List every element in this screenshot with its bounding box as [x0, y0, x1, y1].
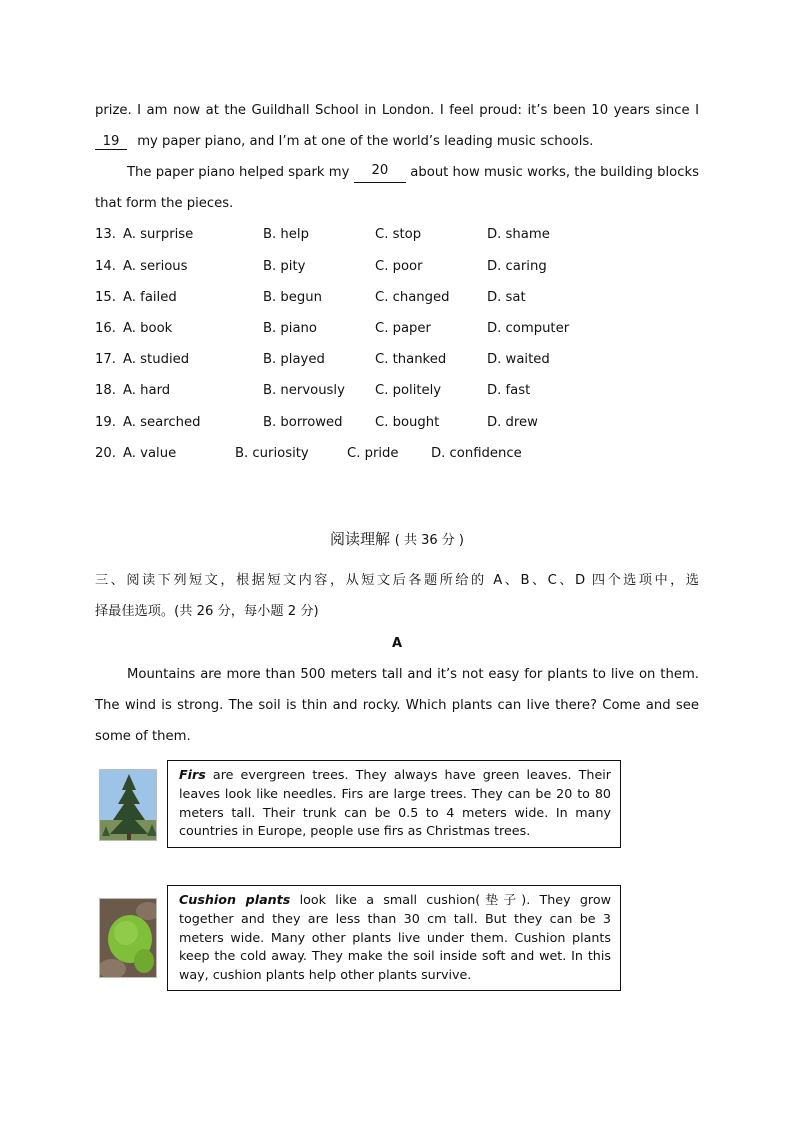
- question-number: 19.: [95, 415, 116, 430]
- option-b: B. played: [263, 352, 325, 367]
- passage-line: [95, 132, 699, 152]
- cushion-plant-description-box: [167, 885, 621, 991]
- passage-text: about how music works, the building blocks: [410, 165, 699, 180]
- instruction-line: 三、阅读下列短文，根据短文内容，从短文后各题所给的 A、B、C、D 四个选项中，选: [95, 573, 699, 588]
- option-c: C. changed: [375, 290, 450, 305]
- question-number: 16.: [95, 321, 116, 336]
- cushion-text: look like a small cushion(垫子). They grow together and they are less than 30 cm tall. But they can be 3 meters wide. Many other plants live under them. Cushion plants keep the cold away. They make the soil inside soft and wet. In this way, cushion plants help other plants survive.: [179, 892, 611, 983]
- fir-tree-image: [99, 769, 157, 841]
- section-score: ( 共 36 分 ): [394, 533, 464, 548]
- option-d: D. computer: [487, 321, 570, 336]
- option-c: C. poor: [375, 259, 423, 274]
- passage-line: [127, 163, 699, 183]
- option-d: D. shame: [487, 227, 550, 242]
- option-d: D. sat: [487, 290, 526, 305]
- blank-19: 19: [95, 134, 127, 150]
- question-number: 14.: [95, 259, 116, 274]
- passage-text: The paper piano helped spark my: [127, 165, 350, 180]
- option-b: B. begun: [263, 290, 323, 305]
- passage-line: some of them.: [95, 729, 191, 744]
- option-a: A. surprise: [123, 227, 194, 242]
- passage-line: The wind is strong. The soil is thin and rocky. Which plants can live there? Come and see: [95, 698, 699, 713]
- instruction-line: 择最佳选项。(共 26 分，每小题 2 分): [95, 604, 319, 619]
- option-b: B. piano: [263, 321, 317, 336]
- passage-text: my paper piano, and I’m at one of the world’s leading music schools.: [137, 134, 594, 149]
- option-a: A. studied: [123, 352, 190, 367]
- question-number: 17.: [95, 352, 116, 367]
- question-number: 15.: [95, 290, 116, 305]
- option-c: C. pride: [347, 446, 399, 461]
- option-d: D. fast: [487, 383, 531, 398]
- option-a: A. searched: [123, 415, 201, 430]
- option-d: D. waited: [487, 352, 550, 367]
- option-a: A. serious: [123, 259, 188, 274]
- question-number: 13.: [95, 227, 116, 242]
- option-c: C. politely: [375, 383, 442, 398]
- option-d: D. caring: [487, 259, 547, 274]
- fir-text: are evergreen trees. They always have green leaves. Their leaves look like needles. Firs are large trees. They can be 20 to 80 meters tall. Their trunk can be 0.5 to 4 meters wide. In many countries in Europe, people use firs as Christmas trees.: [179, 767, 611, 839]
- question-number: 20.: [95, 446, 116, 461]
- option-b: B. nervously: [263, 383, 345, 398]
- option-c: C. stop: [375, 227, 422, 242]
- section-title-text: 阅读理解: [329, 530, 390, 548]
- blank-20: 20: [354, 163, 406, 183]
- option-c: C. bought: [375, 415, 440, 430]
- option-c: C. paper: [375, 321, 431, 336]
- passage-line: Mountains are more than 500 meters tall and it’s not easy for plants to live on them.: [127, 667, 699, 682]
- passage-line: prize. I am now at the Guildhall School in London. I feel proud: it’s been 10 years since I: [95, 103, 699, 118]
- fir-term: Firs: [179, 767, 206, 782]
- section-title: [0, 529, 794, 551]
- question-number: 18.: [95, 383, 116, 398]
- option-a: A. book: [123, 321, 173, 336]
- option-d: D. drew: [487, 415, 538, 430]
- cushion-plant-image: [99, 898, 157, 978]
- passage-line: that form the pieces.: [95, 196, 234, 211]
- option-c: C. thanked: [375, 352, 447, 367]
- option-a: A. failed: [123, 290, 177, 305]
- option-b: B. curiosity: [235, 446, 309, 461]
- option-a: A. hard: [123, 383, 171, 398]
- passage-label: A: [391, 636, 403, 651]
- option-b: B. help: [263, 227, 309, 242]
- option-d: D. confidence: [431, 446, 522, 461]
- option-b: B. borrowed: [263, 415, 343, 430]
- option-a: A. value: [123, 446, 177, 461]
- fir-description-box: [167, 760, 621, 848]
- cushion-term: Cushion plants: [179, 892, 291, 907]
- option-b: B. pity: [263, 259, 306, 274]
